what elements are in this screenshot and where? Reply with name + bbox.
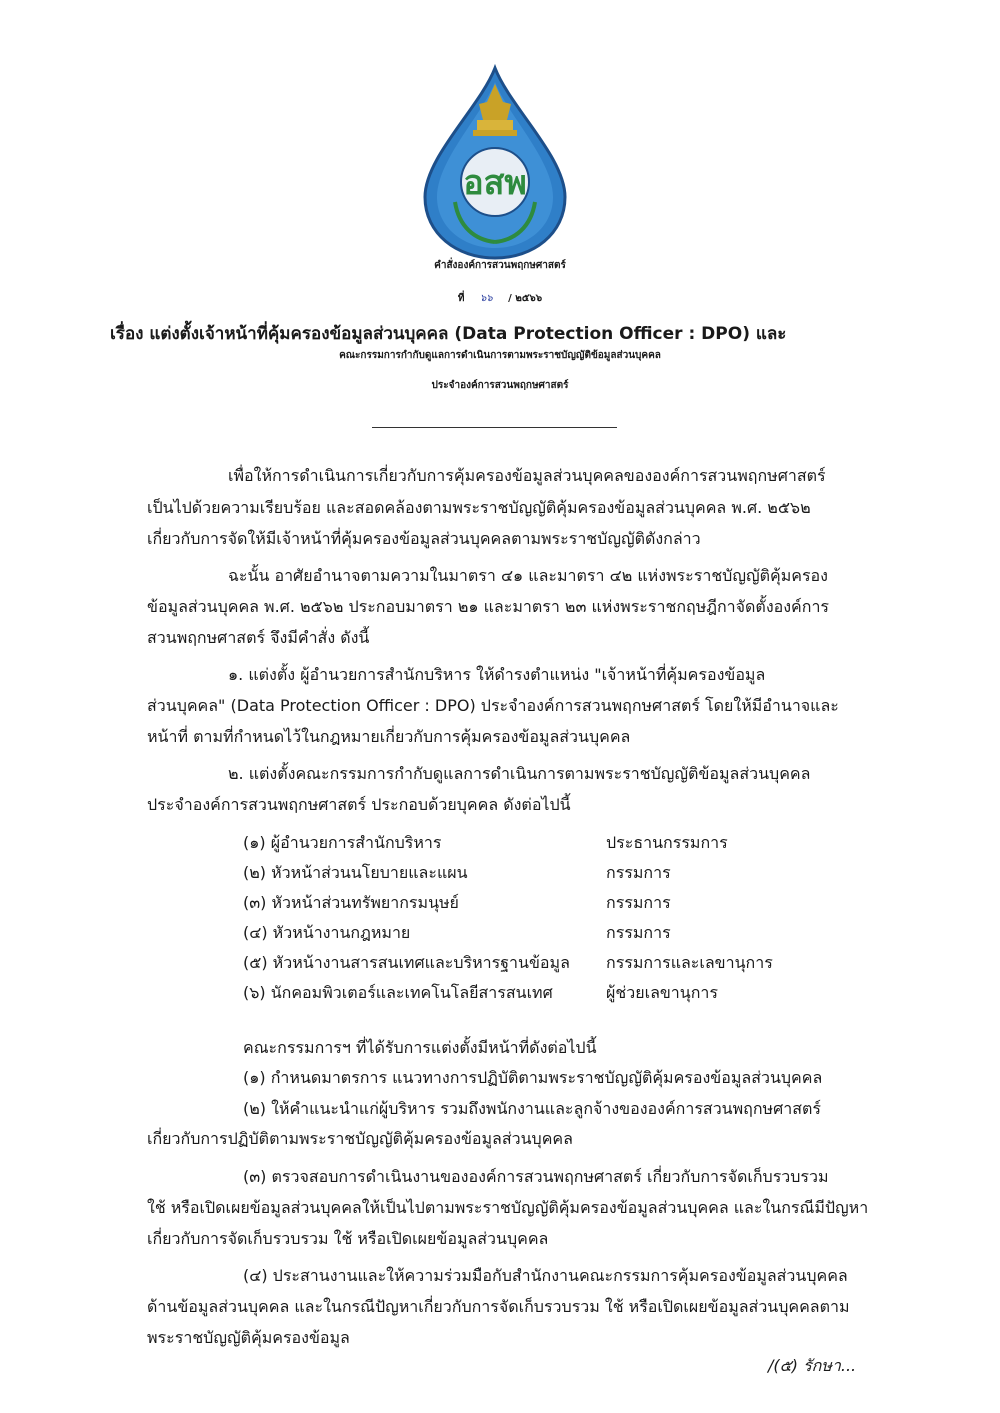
member-position: (๕) หัวหน้างานสารสนเทศและบริหารฐานข้อมูล xyxy=(243,953,570,972)
item2-line-2: ประจำองค์การสวนพฤกษศาสตร์ ประกอบด้วยบุคคล ดังต่อไปนี้ xyxy=(147,795,571,814)
duty1-line-1: (๑) กำหนดมาตรการ แนวทางการปฏิบัติตามพระราชบัญญัติคุ้มครองข้อมูลส่วนบุคคล xyxy=(243,1068,823,1087)
para2-line-3: สวนพฤกษศาสตร์ จึงมีคำสั่ง ดังนี้ xyxy=(147,628,370,647)
subject-line-2: คณะกรรมการกำกับดูแลการดำเนินการตามพระราชบัญญัติข้อมูลส่วนบุคคล xyxy=(339,350,661,361)
member-position: (๖) นักคอมพิวเตอร์และเทคโนโลยีสารสนเทศ xyxy=(243,983,553,1002)
member-role: ผู้ช่วยเลขานุการ xyxy=(606,983,718,1002)
para1-line-2: เป็นไปด้วยความเรียบร้อย และสอดคล้องตามพระราชบัญญัติคุ้มครองข้อมูลส่วนบุคคล พ.ศ. ๒๕๖๒ xyxy=(147,498,811,517)
item1-line-3: หน้าที่ ตามที่กำหนดไว้ในกฎหมายเกี่ยวกับการคุ้มครองข้อมูลส่วนบุคคล xyxy=(147,727,631,746)
duty2-line-1: (๒) ให้คำแนะนำแก่ผู้บริหาร รวมถึงพนักงานและลูกจ้างขององค์การสวนพฤกษศาสตร์ xyxy=(243,1099,821,1118)
para2-line-1: ฉะนั้น อาศัยอำนาจตามความในมาตรา ๔๑ และมาตรา ๔๒ แห่งพระราชบัญญัติคุ้มครอง xyxy=(228,566,828,585)
item2-line-1: ๒. แต่งตั้งคณะกรรมการกำกับดูแลการดำเนินการตามพระราชบัญญัติข้อมูลส่วนบุคคล xyxy=(228,764,811,783)
duty4-line-3: พระราชบัญญัติคุ้มครองข้อมูล xyxy=(147,1328,350,1347)
duty3-line-3: เกี่ยวกับการจัดเก็บรวบรวม ใช้ หรือเปิดเผยข้อมูลส่วนบุคคล xyxy=(147,1229,549,1248)
member-role: กรรมการ xyxy=(606,923,671,942)
document-title: คำสั่งองค์การสวนพฤกษศาสตร์ xyxy=(434,260,566,271)
item1-line-1: ๑. แต่งตั้ง ผู้อำนวยการสำนักบริหาร ให้ดำรงตำแหน่ง "เจ้าหน้าที่คุ้มครองข้อมูล xyxy=(228,665,766,684)
organization-emblem-icon xyxy=(415,62,575,262)
member-role: กรรมการ xyxy=(606,863,671,882)
duty3-line-2: ใช้ หรือเปิดเผยข้อมูลส่วนบุคคลให้เป็นไปตามพระราชบัญญัติคุ้มครองข้อมูลส่วนบุคคล และในกรณีมีปัญหา xyxy=(147,1198,869,1217)
duty4-line-2: ด้านข้อมูลส่วนบุคคล และในกรณีปัญหาเกี่ยวกับการจัดเก็บรวบรวม ใช้ หรือเปิดเผยข้อมูลส่วนบุคคลตาม xyxy=(147,1297,850,1316)
member-position: (๔) หัวหน้างานกฎหมาย xyxy=(243,923,411,942)
member-position: (๓) หัวหน้าส่วนทรัพยากรมนุษย์ xyxy=(243,893,459,912)
item1-line-2: ส่วนบุคคล" (Data Protection Officer : DPO) ประจำองค์การสวนพฤกษศาสตร์ โดยให้มีอำนาจและ xyxy=(147,696,839,715)
order-number-prefix: ที่ xyxy=(457,293,465,304)
duty4-line-1: (๔) ประสานงานและให้ความร่วมมือกับสำนักงานคณะกรรมการคุ้มครองข้อมูลส่วนบุคคล xyxy=(243,1266,848,1285)
duty3-line-1: (๓) ตรวจสอบการดำเนินงานขององค์การสวนพฤกษศาสตร์ เกี่ยวกับการจัดเก็บรวบรวม xyxy=(243,1167,829,1186)
duties-intro: คณะกรรมการฯ ที่ได้รับการแต่งตั้งมีหน้าที่ดังต่อไปนี้ xyxy=(243,1038,597,1057)
member-role: กรรมการ xyxy=(606,893,671,912)
member-role: ประธานกรรมการ xyxy=(606,833,728,852)
duty2-line-2: เกี่ยวกับการปฏิบัติตามพระราชบัญญัติคุ้มครองข้อมูลส่วนบุคคล xyxy=(147,1129,573,1148)
para1-line-3: เกี่ยวกับการจัดให้มีเจ้าหน้าที่คุ้มครองข้อมูลส่วนบุคคลตามพระราชบัญญัติดังกล่าว xyxy=(147,529,701,548)
subject-line-3: ประจำองค์การสวนพฤกษศาสตร์ xyxy=(431,380,569,391)
member-role: กรรมการและเลขานุการ xyxy=(606,953,773,972)
member-position: (๒) หัวหน้าส่วนนโยบายและแผน xyxy=(243,863,468,882)
para2-line-2: ข้อมูลส่วนบุคคล พ.ศ. ๒๕๖๒ ประกอบมาตรา ๒๑ และมาตรา ๒๓ แห่งพระราชกฤษฎีกาจัดตั้งองค์การ xyxy=(147,597,830,616)
continuation-marker: /(๕) รักษา... xyxy=(768,1356,857,1375)
member-position: (๑) ผู้อำนวยการสำนักบริหาร xyxy=(243,833,442,852)
order-number xyxy=(0,291,1000,306)
subject-line-1: เรื่อง แต่งตั้งเจ้าหน้าที่คุ้มครองข้อมูลส่วนบุคคล (Data Protection Officer : DPO) และ xyxy=(110,324,787,344)
svg-text:อสพ: อสพ xyxy=(463,163,527,203)
para1-line-1: เพื่อให้การดำเนินการเกี่ยวกับการคุ้มครองข้อมูลส่วนบุคคลขององค์การสวนพฤกษศาสตร์ xyxy=(228,466,826,485)
order-number-year: / ๒๕๖๖ xyxy=(508,293,543,304)
title-divider xyxy=(372,427,617,428)
order-number-value: ๖๖ xyxy=(479,293,493,304)
